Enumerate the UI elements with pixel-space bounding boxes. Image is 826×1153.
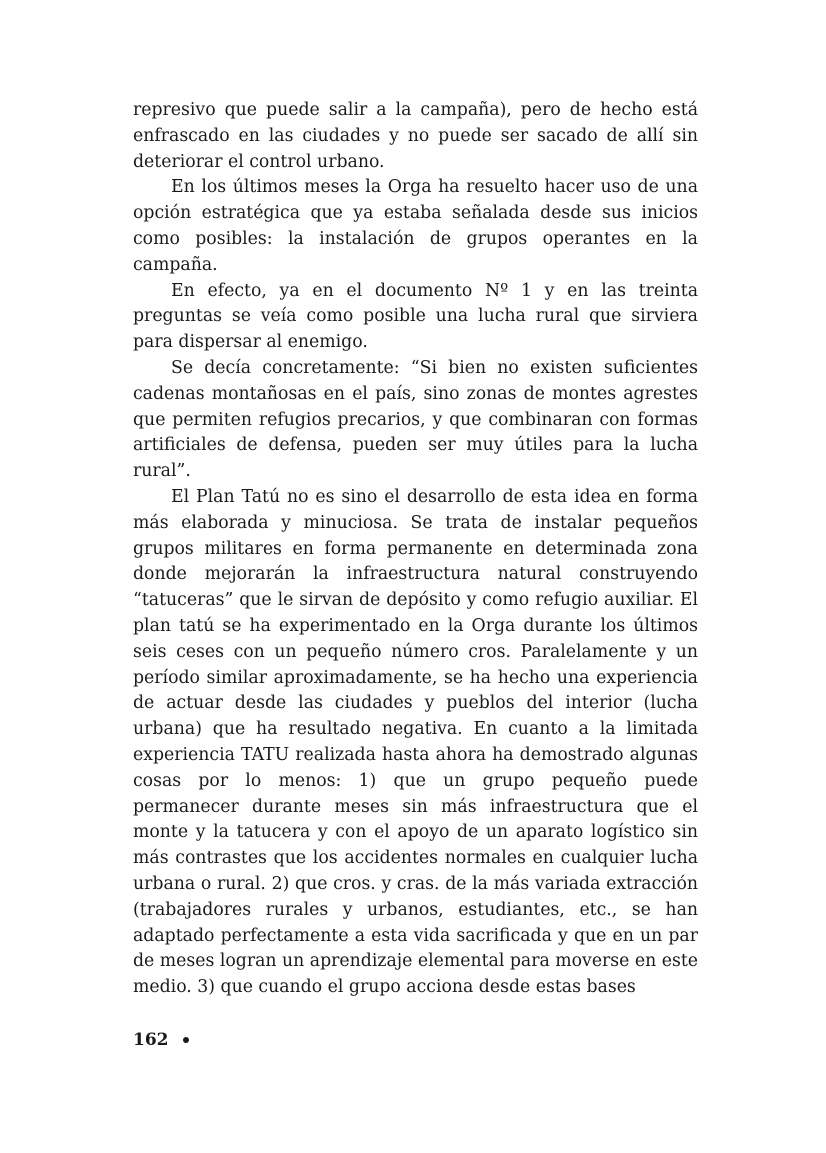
paragraph-3: En efecto, ya en el documento Nº 1 y en las treinta preguntas se veía como posible una lucha rural que sirviera para dispersar al enemigo. xyxy=(133,280,698,353)
body-text xyxy=(133,98,698,1001)
page-footer xyxy=(133,1030,189,1050)
paragraph-5: El Plan Tatú no es sino el desarrollo de esta idea en forma más elaborada y minuciosa. Se trata de instalar pequeños grupos militares en forma permanente en determinada zona donde mejorarán la infraestructura natural construyendo “tatuceras” que le sirvan de depósito y como refugio auxiliar. El plan tatú se ha experimentado en la Orga durante los últimos seis ceses con un pequeño número cros. Paralelamente y un período similar aproximadamente, se ha hecho una experiencia de actuar desde las ciudades y pueblos del interior (lucha urbana) que ha resultado negativa. En cuanto a la limitada experiencia TATU realizada hasta ahora ha demostrado algunas cosas por lo menos: 1) que un grupo pequeño puede permanecer durante meses sin más infraestructura que el monte y la tatucera y con el apoyo de un aparato logístico sin más contrastes que los accidentes normales en cualquier lucha urbana o rural. 2) que cros. y cras. de la más variada extracción (trabajadores rurales y urbanos, estudiantes, etc., se han adaptado perfectamente a esta vida sacrificada y que en un par de meses logran un aprendizaje elemental para moverse en este medio. 3) que cuando el grupo acciona desde estas bases xyxy=(133,486,699,998)
paragraph-1: represivo que puede salir a la campaña), pero de hecho está enfrascado en las ciudades y no puede ser sacado de allí sin deteriorar el control urbano. xyxy=(133,100,698,172)
paragraph-4: Se decía concretamente: “Si bien no existen suficientes cadenas montañosas en el país, sino zonas de montes agrestes que permiten refugios precarios, y que combinaran con formas artificiales de defensa, pueden ser muy útiles para la lucha rural”. xyxy=(133,357,698,482)
paragraph-2: En los últimos meses la Orga ha resuelto hacer uso de una opción estratégica que ya estaba señalada desde sus inicios como posibles: la instalación de grupos operantes en la campaña. xyxy=(133,177,698,275)
page-number: 162 xyxy=(133,1030,169,1050)
bullet-icon xyxy=(183,1037,189,1043)
